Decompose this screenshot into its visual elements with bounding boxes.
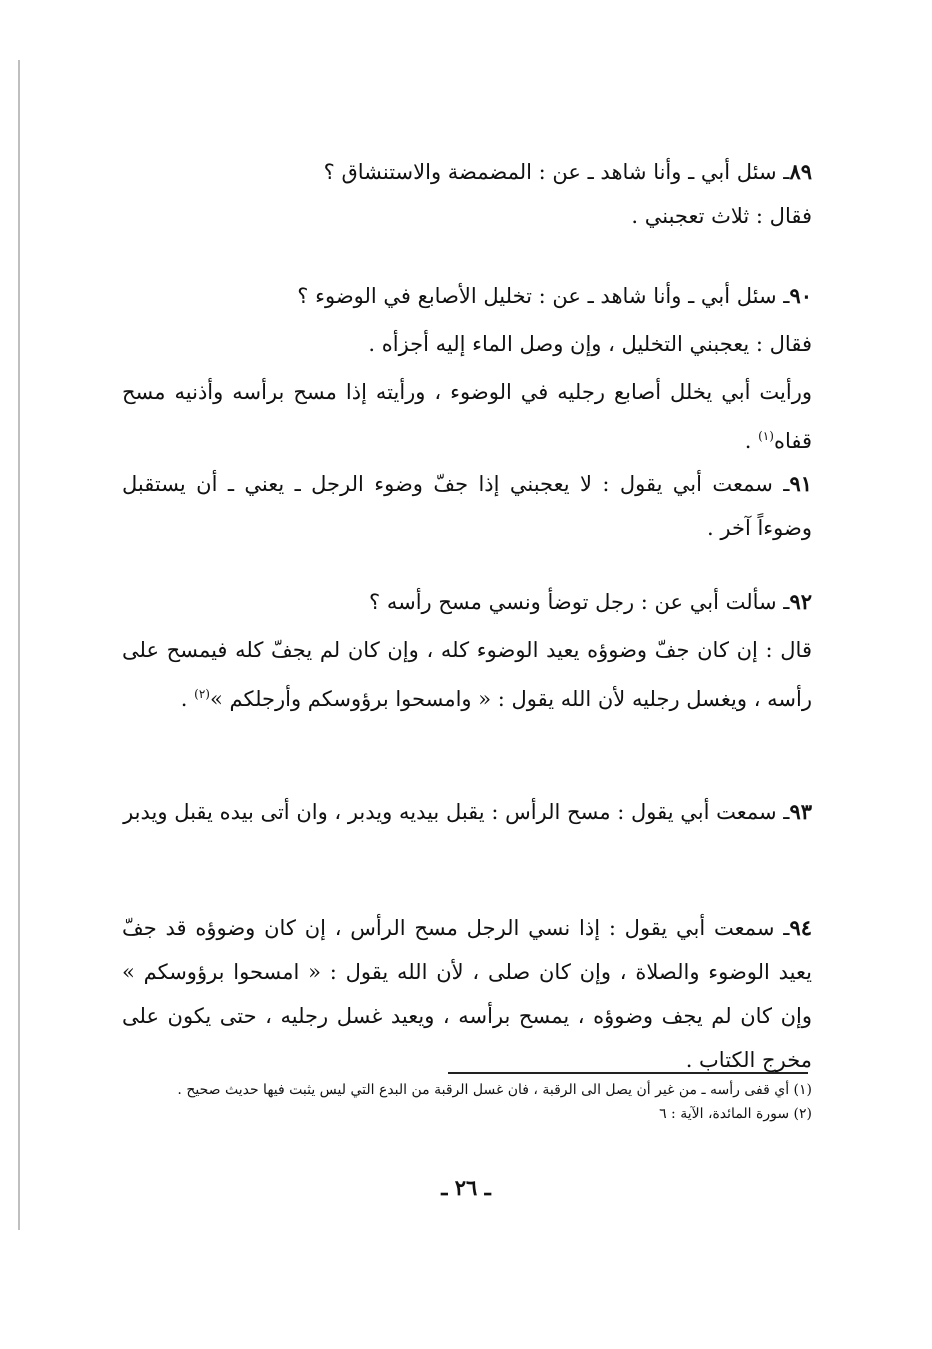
document-body (122, 0, 812, 1070)
paragraph-text: فقال : ثلاث تعجبني . (631, 204, 812, 228)
paragraph-91 (122, 462, 812, 550)
paragraph-90-answer (122, 322, 812, 366)
paragraph-text: ورأيت أبي يخلل أصابع رجليه في الوضوء ، ورأيته إذا مسح برأسه وأذنيه مسح قفاه (122, 380, 812, 453)
paragraph-text: فقال : يعجبني التخليل ، وإن وصل الماء إليه أجزأه . (368, 332, 812, 356)
paragraph-94 (122, 906, 812, 1082)
item-number: ٩١ (789, 471, 812, 496)
item-number: ٩٤ (789, 915, 812, 940)
item-number: ٨٩ (789, 159, 812, 184)
page-number: ـ ٢٦ ـ (441, 1175, 491, 1200)
paragraph-text: ـ سألت أبي عن : رجل توضأ ونسي مسح رأسه ؟ (369, 590, 790, 614)
paragraph-90 (122, 274, 812, 318)
page-edge-shadow (18, 60, 20, 1230)
footnote-1: (١) أي قفى رأسه ـ من غير أن يصل الى الرقبة ، فان غسل الرقبة من البدع التي ليس يثبت فيها حديث صحيح . (177, 1082, 812, 1098)
footnote-2: (٢) سورة المائدة، الآية : ٦ (659, 1106, 812, 1122)
paragraph-text: ـ سمعت أبي يقول : لا يعجبني إذا جفّ وضوء الرجل ـ يعني ـ أن يستقبل وضوءاً آخر . (122, 472, 812, 540)
paragraph-text: ـ سمعت أبي يقول : مسح الرأس : يقبل بيديه ويدبر ، وان أتى بيده يقبل ويدبر (123, 800, 790, 824)
item-number: ٩٠ (789, 283, 812, 308)
paragraph-93 (122, 790, 812, 834)
paragraph-92-answer: قال : إن كان جفّ وضوؤه يعيد الوضوء كله ، وإن كان لم يجفّ كله فيمسح على رأسه ، ويغسل رجليه لأن الله يقول : « وامسحوا برؤوسكم وأرجلكم »$^{(٢)}$ . (122, 638, 812, 711)
paragraph-92 (122, 580, 812, 624)
footnote-ref-2[interactable]: (٢) (194, 687, 210, 701)
footnote-divider (448, 1072, 808, 1074)
item-number: ٩٣ (789, 799, 812, 824)
paragraph-text: ـ سمعت أبي يقول : إذا نسي الرجل مسح الرأس ، إن كان وضوؤه قد جفّ يعيد الوضوء والصلاة ، وإن كان صلى ، لأن الله يقول : « امسحوا برؤوسكم » وإن كان لم يجف وضوؤه ، يمسح برأسه ، ويعيد غسل رجليه ، حتى يكون على مخرج الكتاب . (122, 916, 812, 1072)
paragraph-text: قال : إن كان جفّ وضوؤه يعيد الوضوء كله ، وإن كان لم يجفّ كله فيمسح على رأسه ، ويغسل رجليه لأن الله يقول : « وامسحوا برؤوسكم وأرجلكم » (122, 638, 812, 711)
item-number: ٩٢ (789, 589, 812, 614)
paragraph-89 (122, 150, 812, 194)
footnote-ref-1[interactable]: (١) (758, 429, 774, 443)
paragraph-text: ـ سئل أبي ـ وأنا شاهد ـ عن : المضمضة والاستنشاق ؟ (323, 160, 790, 184)
paragraph-90-note: ورأيت أبي يخلل أصابع رجليه في الوضوء ، ورأيته إذا مسح برأسه وأذنيه مسح قفاه$^{(١)}$ . (122, 380, 812, 453)
paragraph-89-answer (122, 194, 812, 238)
paragraph-text: ـ سئل أبي ـ وأنا شاهد ـ عن : تخليل الأصابع في الوضوء ؟ (297, 284, 790, 308)
footnotes (122, 1078, 812, 1126)
